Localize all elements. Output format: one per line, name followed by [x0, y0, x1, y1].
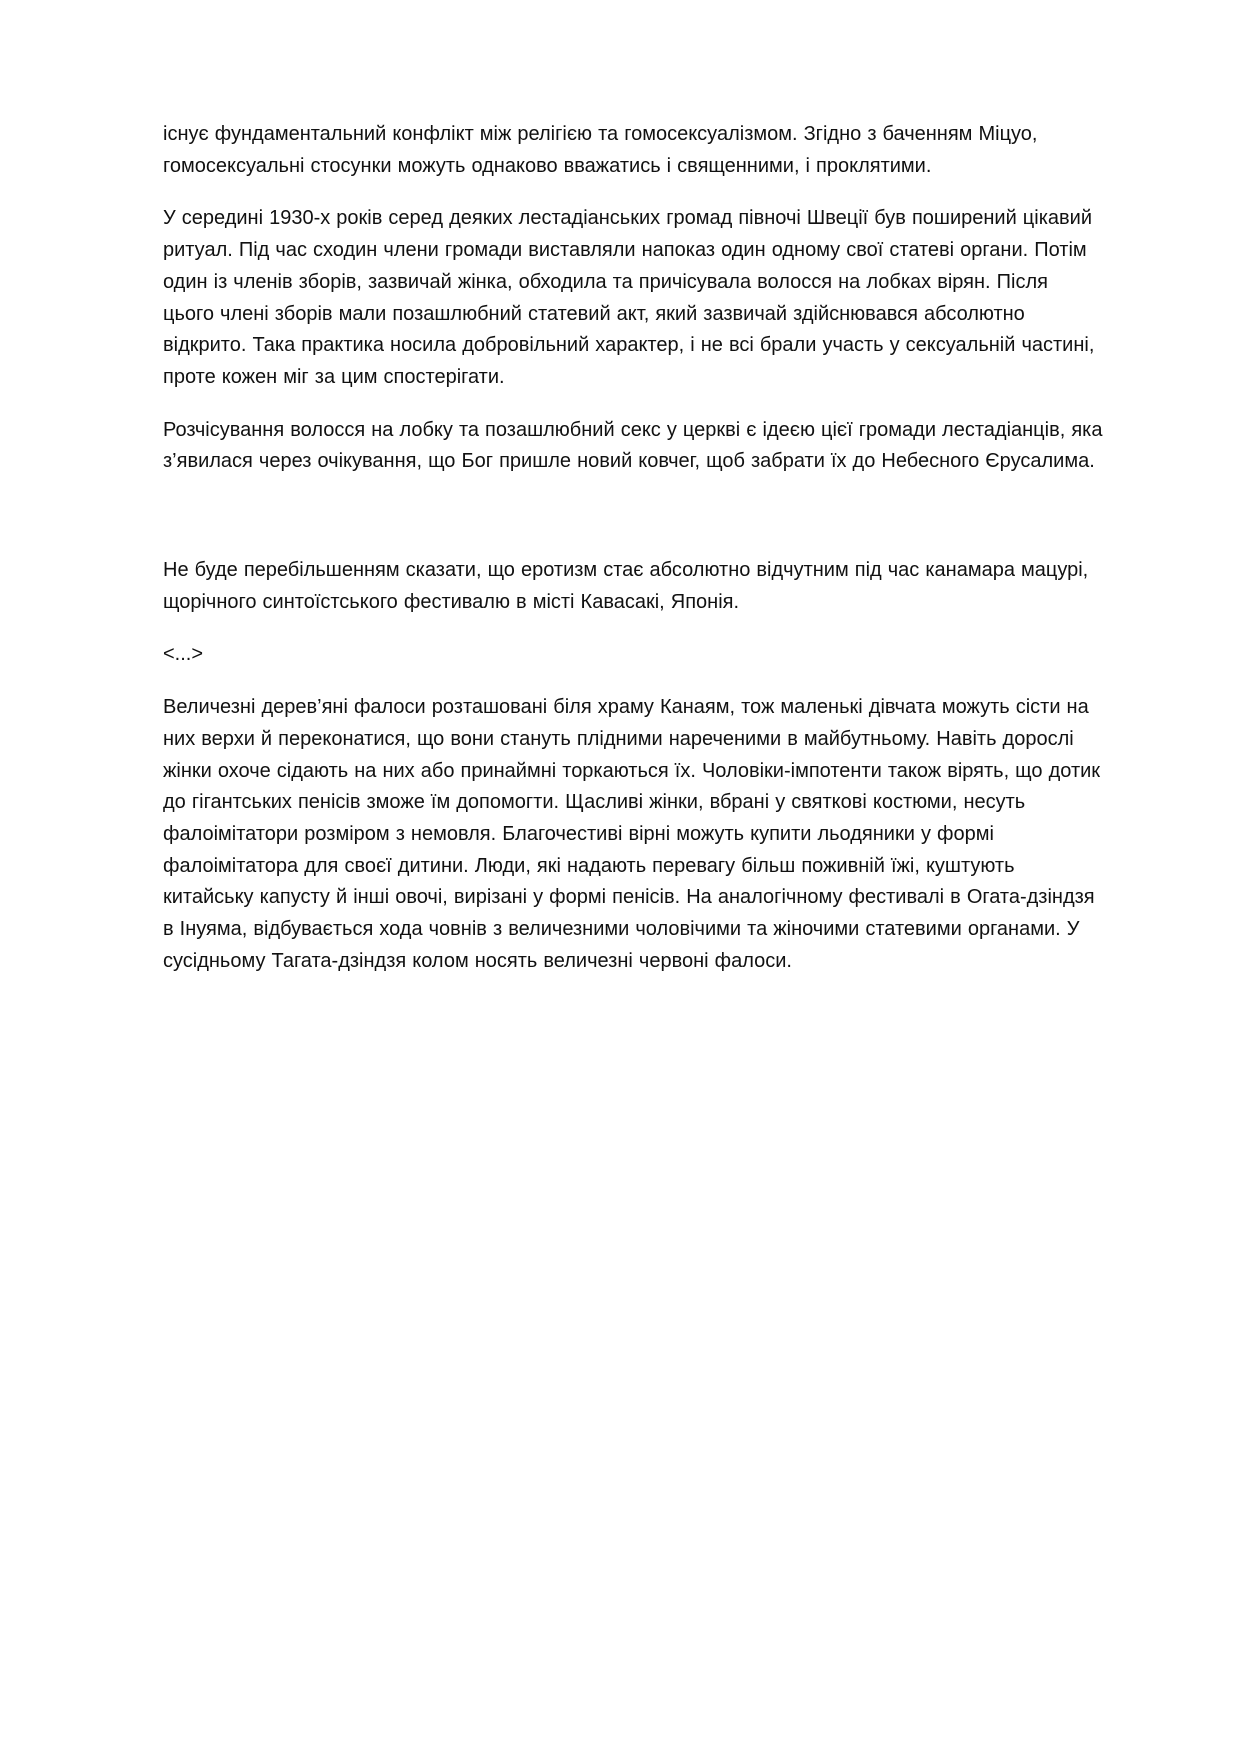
paragraph-laestadians: Розчісування волосся на лобку та позашлюбний секс у церкві є ідеєю цієї громади лестадіанців, яка з’явилася через очікування, що Бог пришле новий ковчег, щоб забрати їх до Небесного Єрусалима. [163, 418, 1103, 473]
paragraph-blank-spacer [163, 499, 1103, 534]
omission-marker: <...> [163, 643, 204, 666]
paragraph-ritual: У середині 1930-х років серед деяких лестадіанських громад півночі Швеції був поширений цікавий ритуал. Під час сходин члени громади виставляли напоказ один одному свої статеві органи. Потім один із членів зборів, зазвичай жінка, обходила та причісувала волосся на лобках вірян. Після цього члені зборів мали позашлюбний статевий акт, який зазвичай здійснювався абсолютно відкрито. Така практика носила добровільний характер, і не всі брали участь у сексуальній частині, проте кожен міг за цим спостерігати. [163, 207, 1095, 388]
paragraph-continuation: існує фундаментальний конфлікт між релігією та гомосексуалізмом. Згідно з баченням Міцуо, гомосексуальні стосунки можуть однаково вважатись і священними, і проклятими. [163, 123, 1038, 177]
paragraph-kanamara-intro: Не буде перебільшенням сказати, що еротизм стає абсолютно відчутним під час канамара мацурі, щорічного синтоїстського фестивалю в місті Кавасакі, Японія. [163, 559, 1089, 613]
paragraph-festival-details: Величезні дерев’яні фалоси розташовані біля храму Канаям, тож маленькі дівчата можуть сісти на них верхи й переконатися, що вони стануть плідними нареченими в майбутньому. Навіть дорослі жінки охоче сідають на них або принаймні торкаються їх. Чоловіки-імпотенти також вірять, що дотик до гігантських пенісів зможе їм допомогти. Щасливі жінки, вбрані у святкові костюми, несуть фалоімітатори розміром з немовля. Благочестиві вірні можуть купити льодяники у формі фалоімітатора для своєї дитини. Люди, які надають перевагу більш поживній їжі, куштують китайську капусту й інші овочі, вирізані у формі пенісів. На аналогічному фестивалі в Огата-дзіндзя в Інуяма, відбувається хода човнів з величезними чоловічими та жіночими статевими органами. У сусідньому Тагата-дзіндзя колом носять величезні червоні фалоси. [163, 696, 1101, 972]
